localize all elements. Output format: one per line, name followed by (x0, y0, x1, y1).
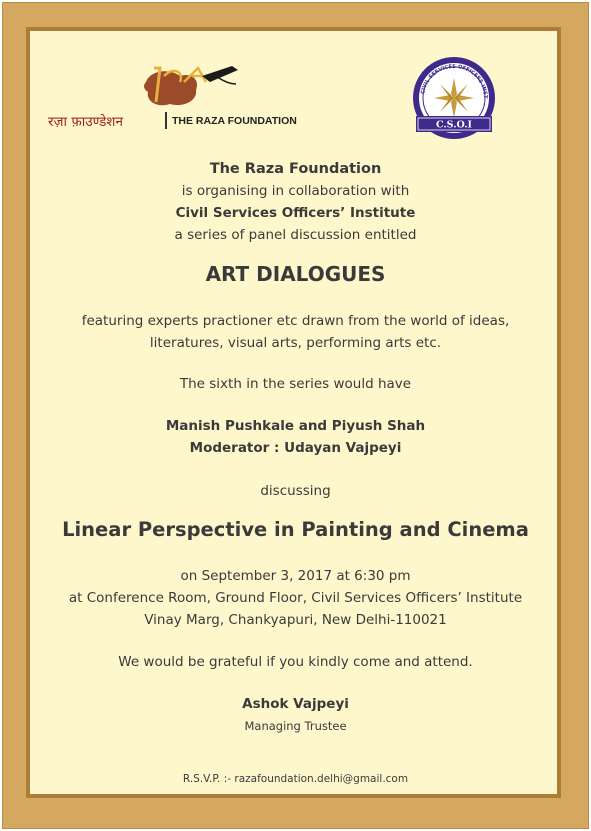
raza-english-name: THE RAZA FOUNDATION (172, 115, 297, 127)
partner-name: Civil Services Officers’ Institute (175, 205, 416, 221)
signatory-name: Ashok Vajpeyi (242, 696, 349, 712)
event-venue-line-2: Vinay Marg, Chankyapuri, New Delhi-110021 (144, 612, 447, 628)
raza-foundation-logo (48, 62, 297, 134)
sixth-in-series-line: The sixth in the series would have (179, 376, 412, 392)
closing-line: We would be grateful if you kindly come and attend. (118, 654, 473, 670)
csoi-ring-text: CIVIL SERVICES OFFICERS INST (420, 63, 489, 99)
compass-star-icon (434, 78, 474, 118)
csoi-abbrev: C.S.O.I (435, 119, 473, 131)
moderator: Moderator : Udayan Vajpeyi (189, 440, 402, 456)
series-title: ART DIALOGUES (205, 262, 386, 286)
csoi-logo (404, 56, 504, 140)
inner-frame (26, 27, 561, 798)
event-date-time: on September 3, 2017 at 6:30 pm (180, 568, 411, 584)
raza-emblem-icon (140, 62, 260, 110)
description-line-1: featuring experts practioner etc drawn from the world of ideas, (81, 313, 510, 329)
organizer-name: The Raza Foundation (209, 161, 382, 177)
discussing-label: discussing (260, 483, 331, 499)
topic-title: Linear Perspective in Painting and Cinema (62, 518, 529, 541)
rsvp-line: R.S.V.P. :- razafoundation.delhi@gmail.com (182, 773, 409, 785)
intro-line-2: is organising in collaboration with (181, 183, 410, 199)
intro-line-4: a series of panel discussion entitled (174, 227, 417, 243)
speakers: Manish Pushkale and Piyush Shah (165, 418, 426, 434)
event-venue-line-1: at Conference Room, Ground Floor, Civil Services Officers’ Institute (68, 590, 523, 606)
description-line-2: literatures, visual arts, performing arts etc. (149, 335, 442, 351)
logo-divider (165, 112, 167, 129)
raza-hindi-name: रज़ा फ़ाउण्डेशन (48, 114, 123, 130)
signatory-title: Managing Trustee (244, 719, 347, 733)
